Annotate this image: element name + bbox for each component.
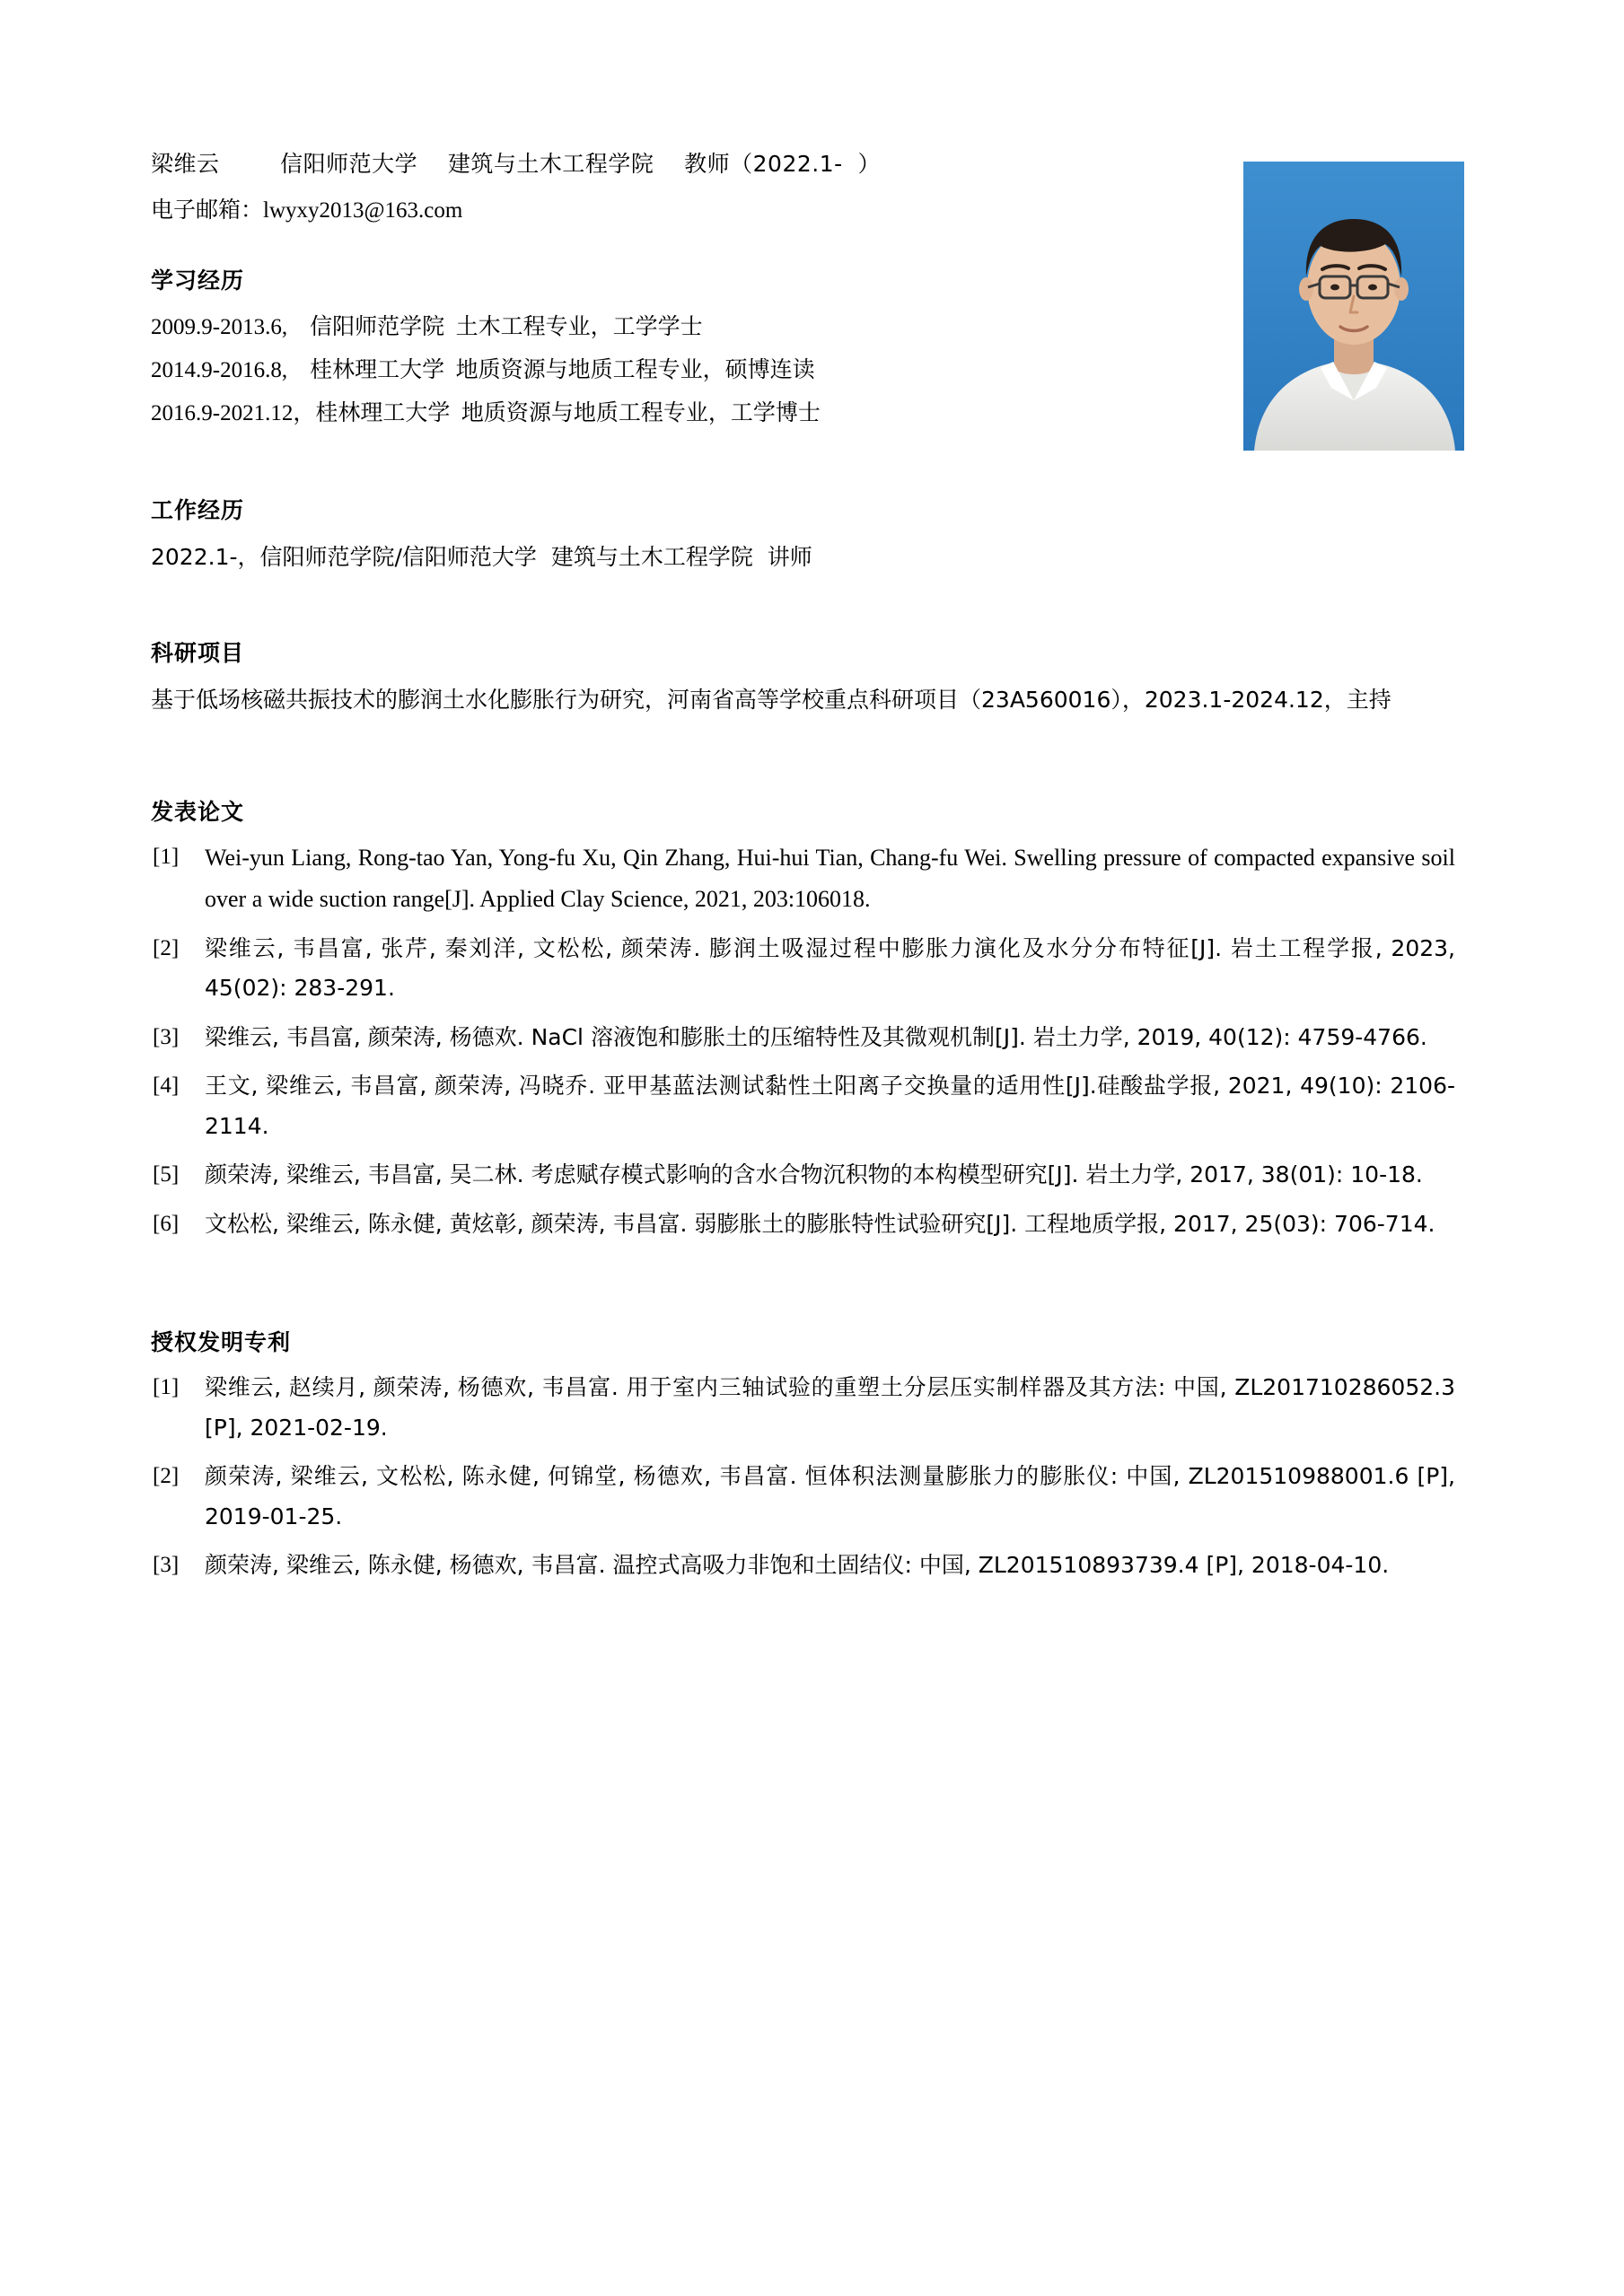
list-item	[151, 1066, 1464, 1146]
portrait-photo	[1243, 162, 1464, 451]
section-title-papers: 发表论文	[151, 799, 245, 825]
list-item	[151, 837, 1464, 920]
reference-text: 颜荣涛, 梁维云, 韦昌富, 吴二林. 考虑赋存模式影响的含水合物沉积物的本构模型研究[J]. 岩土力学, 2017, 38(01): 10-18.	[205, 1161, 1423, 1187]
papers-list	[151, 837, 1464, 1244]
list-item	[151, 1205, 1464, 1245]
reference-number: [1]	[153, 845, 180, 869]
email-value: lwyxy2013@163.com	[263, 198, 463, 223]
spacer	[151, 723, 1464, 764]
section-title-patents: 授权发明专利	[151, 1329, 292, 1355]
patents-list	[151, 1368, 1464, 1586]
reference-number: [6]	[153, 1211, 180, 1236]
spacer	[151, 578, 1464, 605]
list-item	[151, 929, 1464, 1009]
list-item	[151, 1457, 1464, 1537]
reference-number: [3]	[153, 1024, 180, 1049]
spacer	[151, 1253, 1464, 1294]
reference-text: Wei-yun Liang, Rong-tao Yan, Yong-fu Xu, Qin Zhang, Hui-hui Tian, Chang-fu Wei. Swelling pressure of compacted expansive soil over a wide suction range[J]. Applied Clay Science, 2021, 203:106018.	[205, 845, 1455, 912]
reference-text: 颜荣涛, 梁维云, 陈永健, 杨德欢, 韦昌富. 温控式高吸力非饱和土固结仪: 中国, ZL201510893739.4 [P], 2018-04-10.	[205, 1552, 1390, 1578]
email-label: 电子邮箱：	[151, 197, 264, 223]
reference-text: 梁维云, 韦昌富, 张芹, 秦刘洋, 文松松, 颜荣涛. 膨润土吸湿过程中膨胀力演化及水分分布特征[J]. 岩土工程学报, 2023, 45(02): 283-291.	[205, 934, 1455, 1001]
section-title-projects: 科研项目	[151, 640, 245, 667]
reference-text: 文松松, 梁维云, 陈永健, 黄炫彰, 颜荣涛, 韦昌富. 弱膨胀土的膨胀特性试验研究[J]. 工程地质学报, 2017, 25(03): 706-714.	[205, 1210, 1435, 1237]
person-name-line: 梁维云 信阳师范大学 建筑与土木工程学院 教师（2022.1- ）	[151, 151, 882, 177]
reference-text: 颜荣涛, 梁维云, 文松松, 陈永健, 何锦堂, 杨德欢, 韦昌富. 恒体积法测量膨胀力的膨胀仪: 中国, ZL201510988001.6 [P], 2019-01-25.	[205, 1463, 1455, 1529]
reference-number: [4]	[153, 1074, 180, 1098]
list-item	[151, 1546, 1464, 1586]
reference-text: 梁维云, 赵续月, 颜荣涛, 杨德欢, 韦昌富. 用于室内三轴试验的重塑土分层压实制样器及其方法: 中国, ZL201710286052.3 [P], 2021-02-19.	[205, 1374, 1455, 1441]
list-item	[151, 1368, 1464, 1448]
education-item: 2016.9-2021.12，桂林理工大学 地质资源与地质工程专业，工学博士	[151, 400, 821, 425]
reference-number: [3]	[153, 1553, 180, 1577]
project-item: 基于低场核磁共振技术的膨润土水化膨胀行为研究，河南省高等学校重点科研项目（23A560016），2023.1-2024.12，主持	[151, 687, 1391, 714]
section-title-education: 学习经历	[151, 267, 245, 294]
reference-number: [1]	[153, 1375, 180, 1399]
section-title-work: 工作经历	[151, 496, 245, 523]
reference-text: 王文, 梁维云, 韦昌富, 颜荣涛, 冯晓乔. 亚甲基蓝法测试黏性土阳离子交换量的适用性[J].硅酸盐学报, 2021, 49(10): 2106-2114.	[205, 1073, 1455, 1139]
work-item: 2022.1-，信阳师范学院/信阳师范大学 建筑与土木工程学院 讲师	[151, 543, 812, 570]
list-item	[151, 1018, 1464, 1058]
education-item: 2009.9-2013.6, 信阳师范学院 土木工程专业，工学学士	[151, 314, 703, 339]
reference-text: 梁维云, 韦昌富, 颜荣涛, 杨德欢. NaCl 溶液饱和膨胀土的压缩特性及其微观机制[J]. 岩土力学, 2019, 40(12): 4759-4766.	[205, 1023, 1427, 1050]
reference-number: [2]	[153, 935, 180, 960]
education-item: 2014.9-2016.8, 桂林理工大学 地质资源与地质工程专业，硕博连读	[151, 357, 815, 382]
reference-number: [5]	[153, 1162, 180, 1187]
reference-number: [2]	[153, 1464, 180, 1488]
list-item	[151, 1155, 1464, 1196]
